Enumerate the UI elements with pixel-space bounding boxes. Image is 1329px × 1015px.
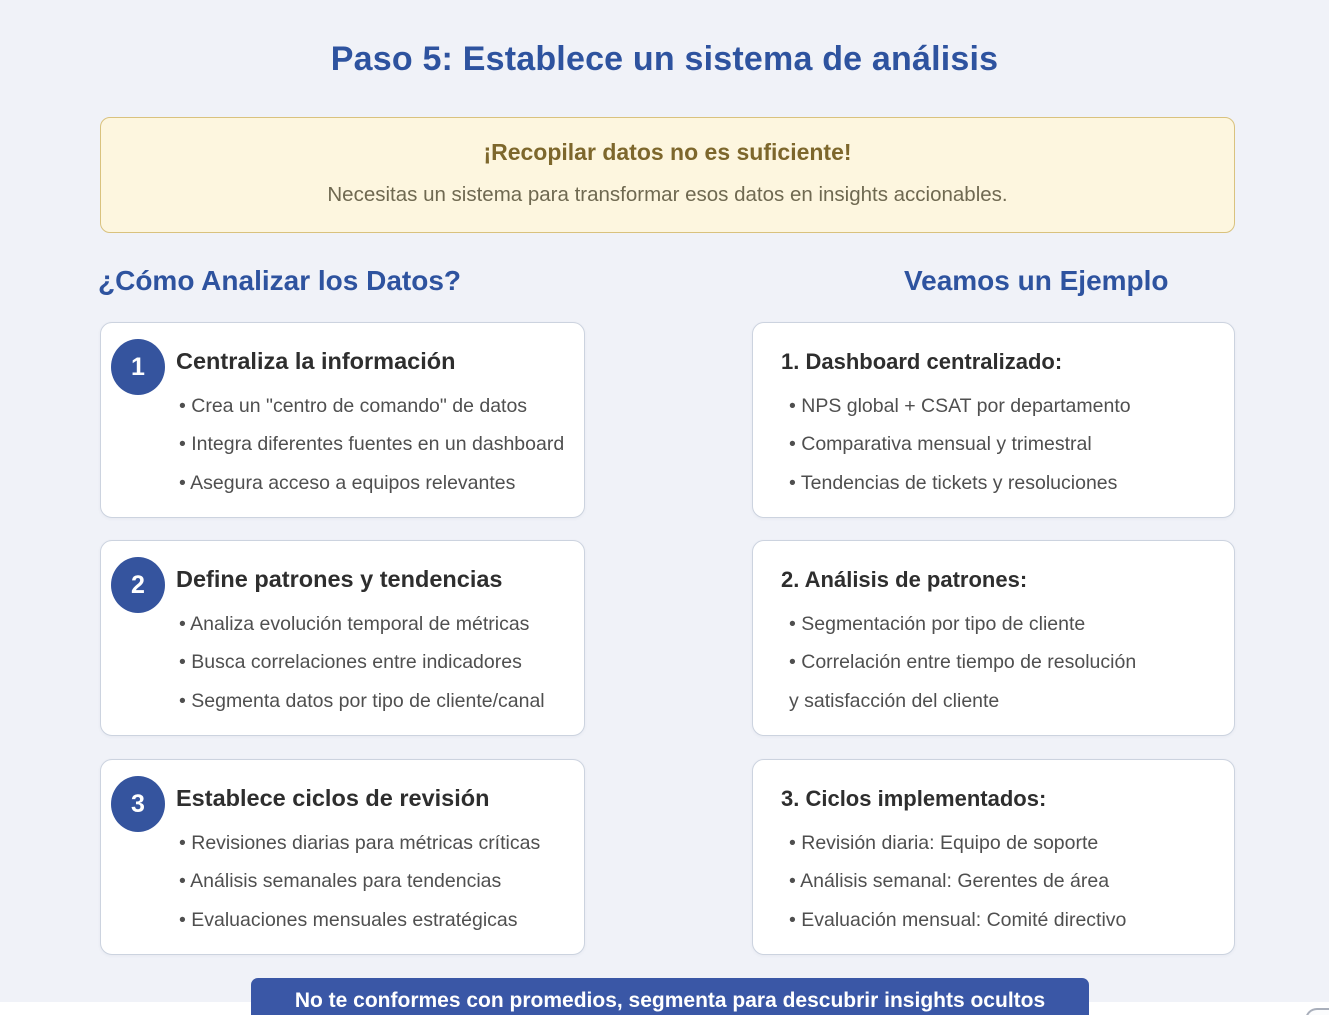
bullet-line-continuation: y satisfacción del cliente [789, 689, 1000, 712]
card-title: 1. Dashboard centralizado: [781, 349, 1063, 374]
left-card-2 [100, 540, 585, 736]
bullet-line: • Busca correlaciones entre indicadores [179, 651, 522, 674]
bottom-banner-text: No te conformes con promedios, segmenta para descubrir insights ocultos [294, 989, 1046, 1012]
bullet-line: • Analiza evolución temporal de métricas [179, 612, 530, 635]
bullet-line: • Análisis semanales para tendencias [179, 870, 502, 893]
bullet-line: • NPS global + CSAT por departamento [789, 394, 1131, 417]
section-header-example: Veamos un Ejemplo [904, 265, 1169, 296]
page-title: Paso 5: Establece un sistema de análisis [330, 40, 999, 78]
card-bullet-list [789, 605, 1136, 721]
card-title: 3. Ciclos implementados: [781, 786, 1047, 811]
bullet-line: • Segmentación por tipo de cliente [789, 612, 1086, 635]
bullet-line: • Evaluaciones mensuales estratégicas [179, 908, 518, 931]
bullet-line: • Crea un "centro de comando" de datos [179, 394, 528, 417]
left-card-3 [100, 759, 585, 955]
callout-subtitle: Necesitas un sistema para transformar esos datos en insights accionables. [327, 183, 1008, 206]
peeking-next-card-corner [1305, 1008, 1329, 1015]
step-number-badge-3: 3 [111, 776, 165, 832]
bullet-line: • Segmenta datos por tipo de cliente/canal [179, 689, 545, 712]
card-title: Define patrones y tendencias [176, 566, 503, 592]
bullet-line: • Análisis semanal: Gerentes de área [789, 870, 1110, 893]
card-bullet-list [179, 387, 564, 503]
bullet-line: • Correlación entre tiempo de resolución [789, 651, 1137, 674]
right-card-1 [752, 322, 1235, 518]
card-bullet-list [789, 387, 1131, 503]
card-title: 2. Análisis de patrones: [781, 567, 1028, 592]
step-number-badge-1: 1 [111, 339, 165, 395]
bullet-line: • Tendencias de tickets y resoluciones [789, 471, 1118, 494]
bullet-line: • Revisiones diarias para métricas críticas [179, 831, 541, 854]
bottom-banner [251, 978, 1089, 1015]
step-number-badge-2: 2 [111, 557, 165, 613]
bullet-line: • Integra diferentes fuentes en un dashboard [179, 433, 565, 456]
right-card-3 [752, 759, 1235, 955]
right-card-2 [752, 540, 1235, 736]
card-title: Establece ciclos de revisión [176, 785, 490, 811]
bullet-line: • Asegura acceso a equipos relevantes [179, 471, 516, 494]
card-bullet-list [179, 824, 540, 940]
bullet-line: • Comparativa mensual y trimestral [789, 433, 1092, 456]
card-bullet-list [789, 824, 1126, 940]
callout-title: ¡Recopilar datos no es suficiente! [483, 139, 852, 165]
callout-warning [100, 117, 1235, 233]
bullet-line: • Evaluación mensual: Comité directivo [789, 908, 1127, 931]
left-card-1 [100, 322, 585, 518]
bullet-line: • Revisión diaria: Equipo de soporte [789, 831, 1099, 854]
card-title: Centraliza la información [176, 348, 456, 374]
card-bullet-list [179, 605, 545, 721]
section-header-analysis: ¿Cómo Analizar los Datos? [98, 265, 462, 296]
